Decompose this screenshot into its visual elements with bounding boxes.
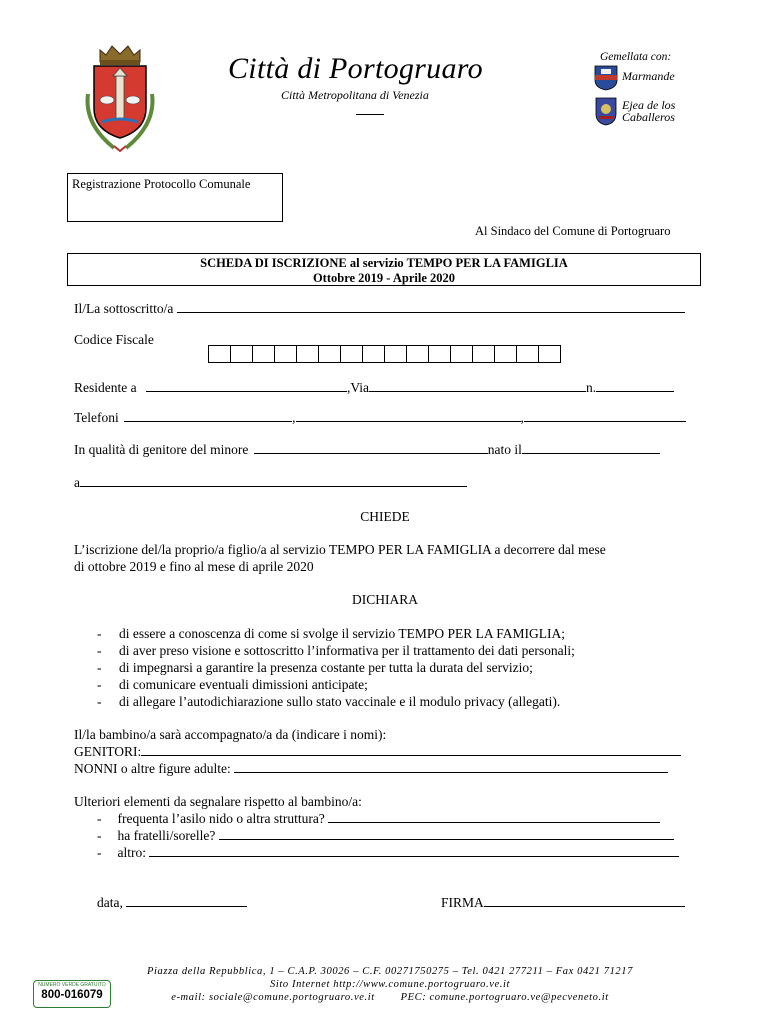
nursery-field[interactable] [328, 810, 660, 823]
twin-city-1: Marmande [622, 69, 675, 83]
fiscal-code-box[interactable] [494, 345, 517, 363]
fiscal-code-box[interactable] [208, 345, 231, 363]
further-intro: Ulteriori elementi da segnalare rispetto al bambino/a: [74, 794, 362, 809]
chiede-text-1: L’iscrizione del/la proprio/a figlio/a al servizio TEMPO PER LA FAMIGLIA a decorrere dal mese [74, 542, 606, 557]
fiscal-code-boxes[interactable] [209, 345, 561, 362]
undersigned-label: Il/La sottoscritto/a [74, 301, 174, 316]
chiede-text-2: di ottobre 2019 e fino al mese di aprile 2020 [74, 559, 314, 574]
further-item-other: - altro: [97, 844, 679, 861]
signature-field[interactable] [484, 894, 685, 907]
list-item: - di impegnarsi a garantire la presenza costante per tutta la durata del servizio; [97, 660, 533, 675]
signature-label: FIRMA [441, 895, 484, 910]
number-label: n. [586, 380, 597, 395]
title-underline [356, 114, 384, 115]
via-label: ,Via [346, 380, 370, 395]
undersigned-row [74, 300, 685, 317]
fiscal-code-box[interactable] [252, 345, 275, 363]
green-number-caption: NUMERO VERDE GRATUITO [38, 982, 106, 988]
parents-field[interactable] [141, 743, 681, 756]
fiscal-code-box[interactable] [450, 345, 473, 363]
fiscal-code-box[interactable] [428, 345, 451, 363]
fiscal-code-box[interactable] [384, 345, 407, 363]
further-item-siblings: - ha fratelli/sorelle? [97, 827, 674, 844]
list-item: - di essere a conoscenza di come si svolge il servizio TEMPO PER LA FAMIGLIA; [97, 626, 566, 641]
house-number-field[interactable] [596, 379, 674, 392]
registration-box [67, 173, 283, 222]
accompaniment-intro: Il/la bambino/a sarà accompagnato/a da (indicare i nomi): [74, 727, 387, 742]
fiscal-code-box[interactable] [362, 345, 385, 363]
parent-row [74, 441, 660, 458]
phone-field-1[interactable] [124, 409, 292, 422]
siblings-field[interactable] [219, 827, 674, 840]
footer-address: Piazza della Repubblica, 1 – C.A.P. 30026 – C.F. 00271750275 – Tel. 0421 277211 – Fax 0421 71217 [147, 966, 633, 977]
undersigned-field[interactable] [177, 300, 685, 313]
twin-city-2-line2: Caballeros [622, 110, 675, 124]
residence-row [74, 379, 674, 396]
birthplace-row [74, 474, 467, 491]
fiscal-code-box[interactable] [230, 345, 253, 363]
dichiara-heading: DICHIARA [352, 592, 418, 607]
fiscal-code-box[interactable] [406, 345, 429, 363]
fiscal-code-box[interactable] [318, 345, 341, 363]
list-item: - di allegare l’autodichiarazione sullo stato vaccinale e il modulo privacy (allegati). [97, 694, 561, 709]
birth-date-field[interactable] [522, 441, 660, 454]
twin-city-2-line1: Ejea de los [622, 98, 676, 112]
fiscal-code-box[interactable] [296, 345, 319, 363]
parents-label: GENITORI: [74, 744, 142, 759]
city-subtitle: Città Metropolitana di Venezia [281, 88, 429, 102]
fiscal-code-box[interactable] [538, 345, 561, 363]
birthplace-field[interactable] [80, 474, 467, 487]
twinned-label: Gemellata con: [600, 51, 672, 63]
parent-label: In qualità di genitore del minore [74, 442, 249, 457]
form-title: SCHEDA DI ISCRIZIONE al servizio TEMPO PER LA FAMIGLIA [200, 256, 568, 270]
date-field[interactable] [126, 894, 247, 907]
form-period: Ottobre 2019 - Aprile 2020 [312, 271, 456, 285]
list-item: - di comunicare eventuali dimissioni anticipate; [97, 677, 368, 692]
fiscal-code-box[interactable] [340, 345, 363, 363]
chiede-heading: CHIEDE [360, 509, 410, 524]
green-number[interactable]: 800-016079 [41, 989, 103, 1001]
green-number-badge [33, 980, 111, 1008]
signature-row [441, 894, 685, 911]
resident-label: Residente a [74, 380, 137, 395]
grandparents-row [74, 760, 668, 777]
footer-website[interactable]: Sito Internet http://www.comune.portogruaro.ve.it [270, 979, 510, 990]
marmande-crest-icon [594, 65, 618, 91]
fiscal-code-box[interactable] [516, 345, 539, 363]
resident-city-field[interactable] [146, 379, 347, 392]
grandparents-label: NONNI o altre figure adulte: [74, 761, 231, 776]
born-label: nato il [487, 442, 522, 457]
phone-field-2[interactable] [296, 409, 521, 422]
further-item-nursery: - frequenta l’asilo nido o altra struttura? [97, 810, 660, 827]
minor-name-field[interactable] [254, 441, 488, 454]
comma-1: , [292, 410, 296, 425]
form-title-box [67, 253, 701, 286]
parents-row [74, 743, 681, 760]
fiscal-code-box[interactable] [274, 345, 297, 363]
comma-2: , [520, 410, 524, 425]
other-field[interactable] [149, 844, 679, 857]
list-item: - di aver preso visione e sottoscritto l’informativa per il trattamento dei dati personali; [97, 643, 575, 658]
date-row [97, 894, 247, 911]
registration-label: Registrazione Protocollo Comunale [72, 177, 251, 191]
at-label: a [74, 475, 80, 490]
via-field[interactable] [369, 379, 586, 392]
phone-row [74, 409, 686, 426]
date-label: data, [97, 895, 123, 910]
dichiara-list [97, 625, 575, 710]
city-coat-of-arms-icon [80, 38, 160, 153]
city-title: Città di Portogruaro [228, 52, 483, 85]
fiscal-code-box[interactable] [472, 345, 495, 363]
grandparents-field[interactable] [234, 760, 668, 773]
ejea-crest-icon [594, 96, 618, 126]
fiscal-code-label: Codice Fiscale [74, 332, 154, 347]
footer-email[interactable]: e-mail: sociale@comune.portogruaro.ve.it PEC: comune.portogruaro.ve@pecveneto.it [171, 992, 609, 1003]
phone-field-3[interactable] [524, 409, 686, 422]
phone-label: Telefoni [74, 410, 119, 425]
addressee: Al Sindaco del Comune di Portogruaro [475, 224, 671, 238]
